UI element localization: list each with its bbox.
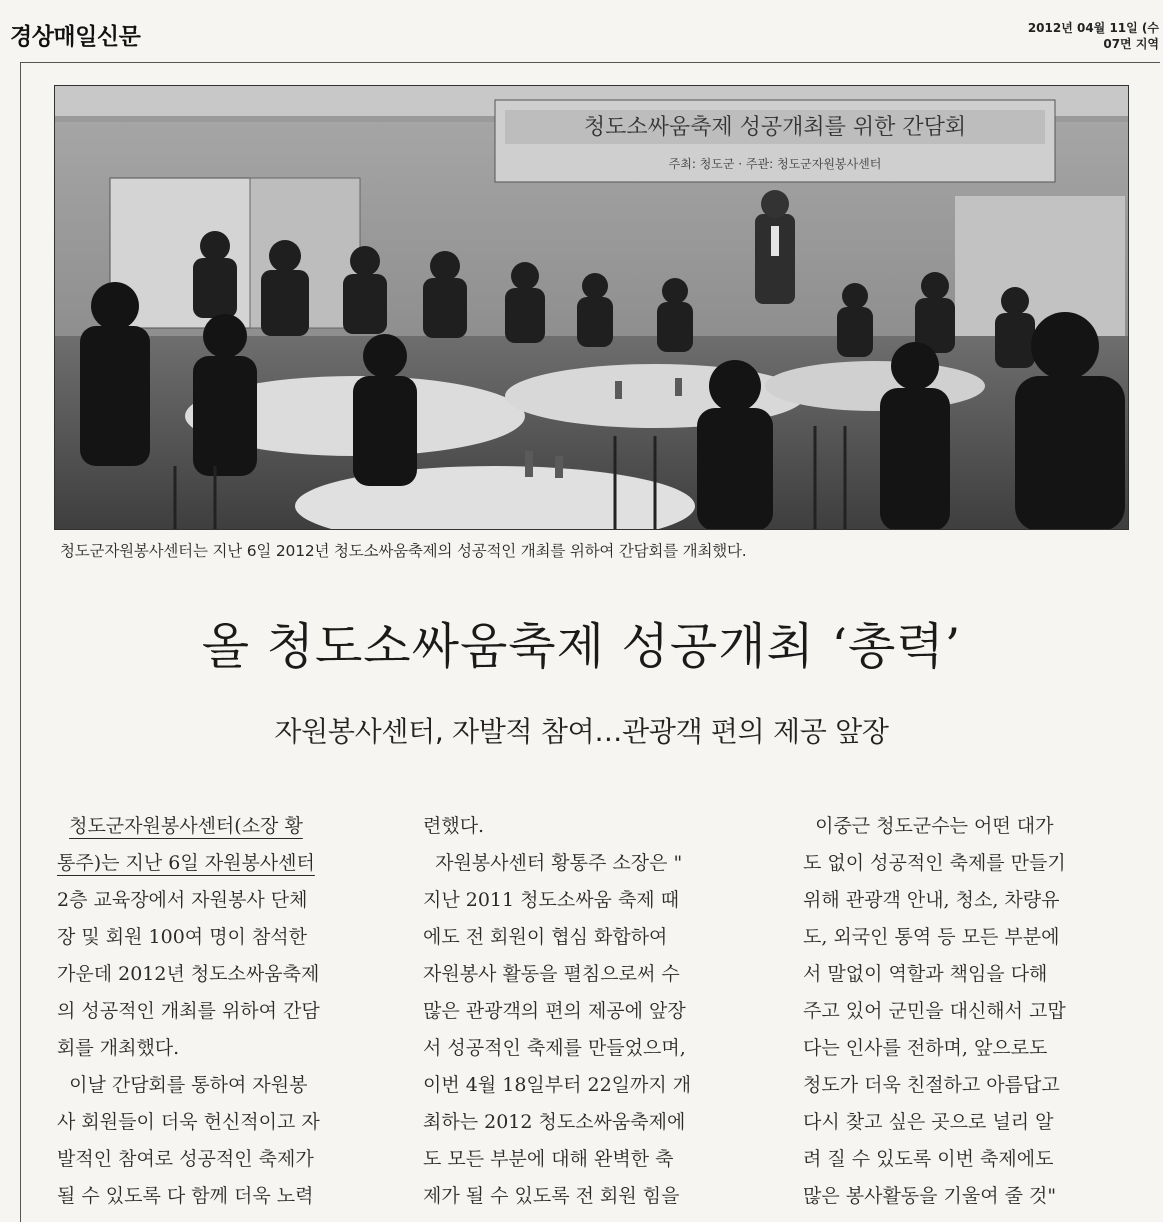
column-line: 서 성공적인 축제를 만들었으며,: [423, 1037, 686, 1059]
column-line: 2층 교육장에서 자원봉사 단체: [57, 889, 308, 911]
column-line: [57, 808, 387, 845]
article-headline: 올 청도소싸움축제 성공개최 ‘총력’: [201, 618, 962, 675]
article-subheadline: 자원봉사센터, 자발적 참여…관광객 편의 제공 앞장: [274, 715, 889, 748]
photo-caption: 청도군자원봉사센터는 지난 6일 2012년 청도소싸움축제의 성공적인 개최를 위하여 간담회를 개최했다.: [60, 542, 747, 560]
column-line: 지난 2011 청도소싸움 축제 때: [423, 889, 680, 911]
column-line: 많은 봉사활동을 기울여 줄 것": [803, 1185, 1057, 1207]
column-line: 될 수 있도록 다 함께 더욱 노력: [57, 1185, 314, 1207]
column-line-text: 통주)는 지난 6일 자원봉사센터: [57, 852, 315, 874]
column-line: 자원봉사 활동을 펼침으로써 수: [423, 963, 680, 985]
column-line: 에도 전 회원이 협심 화합하여: [423, 926, 668, 948]
column-line: 이번 4월 18일부터 22일까지 개: [423, 1074, 692, 1096]
column-line: 많은 관광객의 편의 제공에 앞장: [423, 1000, 686, 1022]
column-line: 다시 찾고 싶은 곳으로 널리 알: [803, 1111, 1054, 1133]
column-line-text: 청도군자원봉사센터(소장 황: [69, 815, 303, 837]
column-line-text: 이중근 청도군수는 어떤 대가: [815, 815, 1054, 837]
issue-date: 2012년 04월 11일 (수: [1027, 21, 1159, 35]
column-line: 다는 인사를 전하며, 앞으로도: [803, 1037, 1048, 1059]
column-line: 서 말없이 역할과 책임을 다해: [803, 963, 1048, 985]
issue-page: 07면 지역: [1103, 37, 1159, 51]
article-photo: [54, 85, 1129, 530]
column-line: 주고 있어 군민을 대신해서 고맙: [803, 1000, 1066, 1022]
column-line: 청도가 더욱 친절하고 아름답고: [803, 1074, 1060, 1096]
column-line: 제가 될 수 있도록 전 회원 힘을: [423, 1185, 680, 1207]
article-column-3: [803, 808, 1143, 1215]
column-line-text: 이날 간담회를 통하여 자원봉: [69, 1074, 308, 1096]
article-column-2: [423, 808, 763, 1215]
article-column-1: [57, 808, 387, 1215]
column-line: 회를 개최했다.: [57, 1037, 180, 1059]
column-line: 도 모든 부분에 대해 완벽한 축: [423, 1148, 674, 1170]
column-line: 도 없이 성공적인 축제를 만들기: [803, 852, 1066, 874]
meeting-photo-image: [55, 86, 1129, 530]
column-line: 도, 외국인 통역 등 모든 부분에: [803, 926, 1060, 948]
column-line: 려 질 수 있도록 이번 축제에도: [803, 1148, 1054, 1170]
newspaper-masthead: 경상매일신문: [10, 24, 141, 50]
banner-subtitle: 주최: 청도군 · 주관: 청도군자원봉사센터: [668, 157, 882, 171]
issue-info: [1028, 20, 1159, 52]
column-line: 최하는 2012 청도소싸움축제에: [423, 1111, 686, 1133]
column-line: 발적인 참여로 성공적인 축제가: [57, 1148, 314, 1170]
column-line: 사 회원들이 더욱 헌신적이고 자: [57, 1111, 320, 1133]
column-line: 장 및 회원 100여 명이 참석한: [57, 926, 308, 948]
column-line: 련했다.: [423, 815, 485, 837]
column-line: [803, 808, 1143, 845]
column-line-text: 자원봉사센터 황통주 소장은 ": [435, 852, 683, 874]
column-line: 가운데 2012년 청도소싸움축제: [57, 963, 320, 985]
column-line: [423, 845, 763, 882]
banner-title: 청도소싸움축제 성공개최를 위한 간담회: [583, 115, 967, 140]
column-line: 의 성공적인 개최를 위하여 간담: [57, 1000, 320, 1022]
column-line: [57, 845, 387, 882]
column-line: [57, 1067, 387, 1104]
column-line: 위해 관광객 안내, 청소, 차량유: [803, 889, 1060, 911]
